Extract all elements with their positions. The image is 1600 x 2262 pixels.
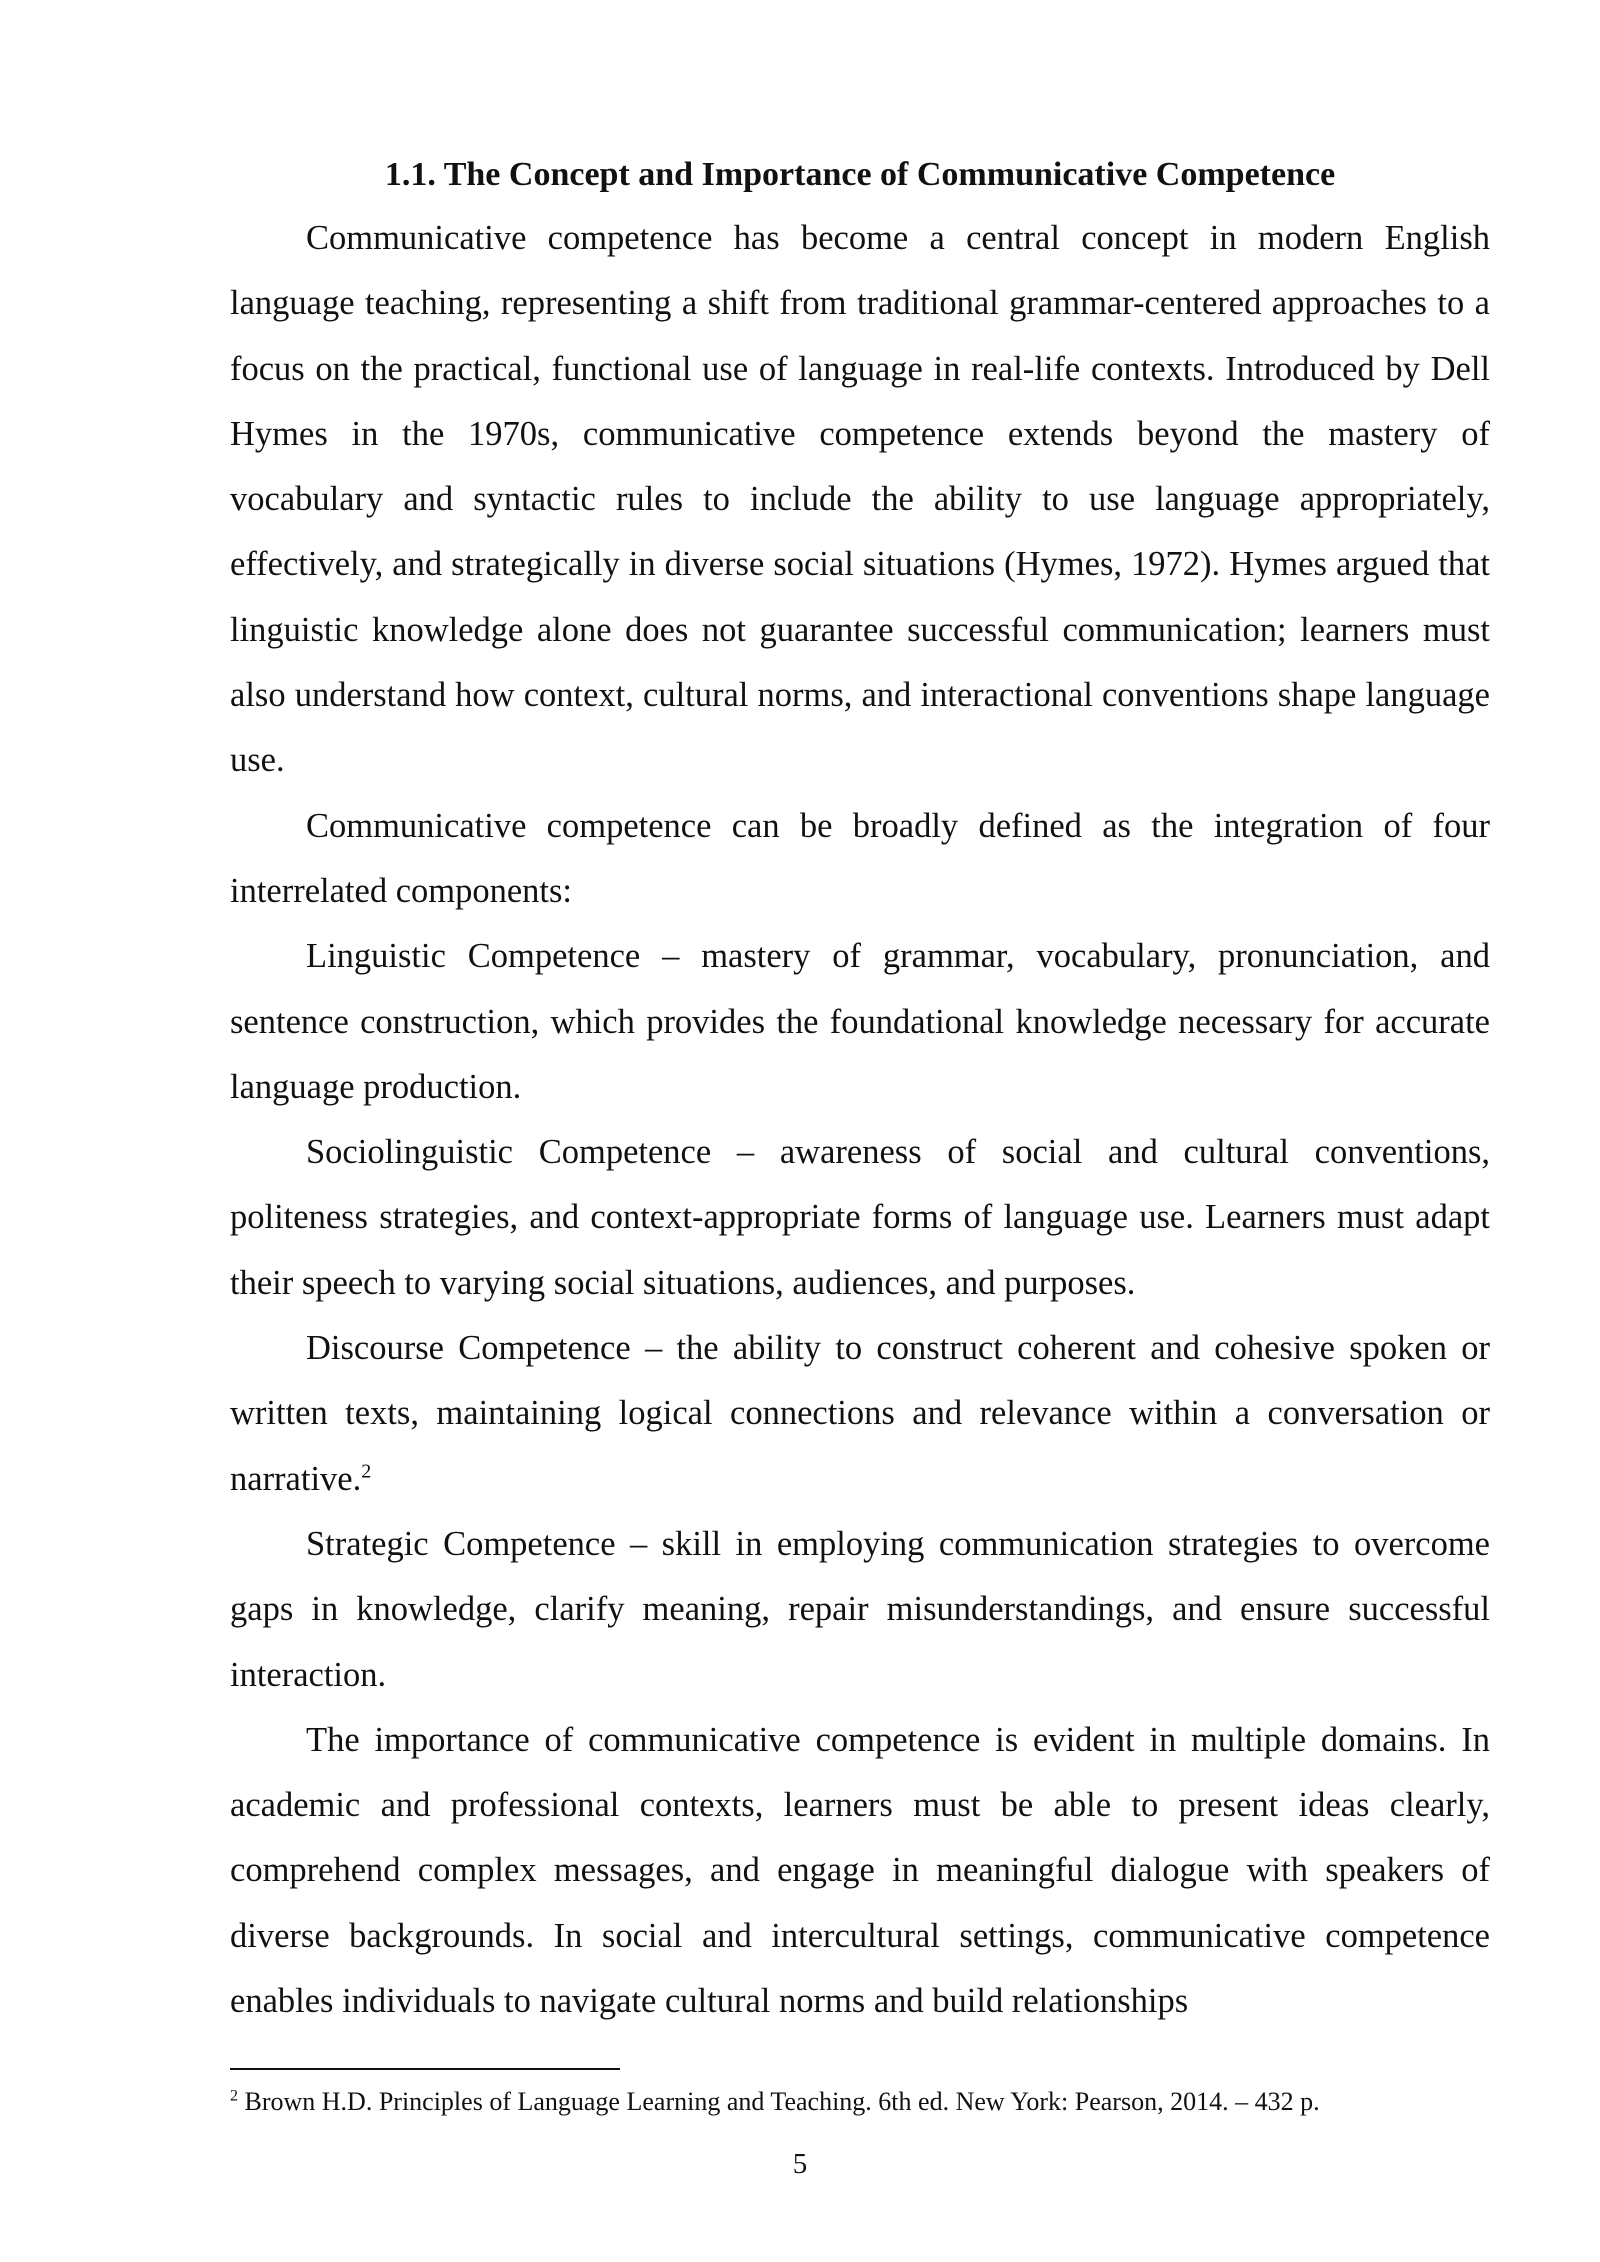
footnote-separator — [230, 2068, 620, 2070]
paragraph-sociolinguistic-competence: Sociolinguistic Competence – awareness of social and cultural conventions, politeness strategies, and context-appropriate forms of language use. Learners must adapt their speech to varying social situations, audiences, and purposes. — [230, 1133, 1490, 1302]
footnote-text: Brown H.D. Principles of Language Learning and Teaching. 6th ed. New York: Pearson, 2014. – 432 p. — [238, 2087, 1320, 2116]
paragraph-intro: Communicative competence has become a central concept in modern English language teaching, representing a shift from traditional grammar-centered approaches to a focus on the practical, functional use of language in real-life contexts. Introduced by Dell Hymes in the 1970s, communicative competence extends beyond the mastery of vocabulary and syntactic rules to include the ability to use language appropriately, effectively, and strategically in diverse social situations (Hymes, 1972). Hymes argued that linguistic knowledge alone does not guarantee successful communication; learners must also understand how context, cultural norms, and interactional conventions shape language use. — [230, 219, 1490, 780]
paragraph-importance: The importance of communicative competence is evident in multiple domains. In academic and professional contexts, learners must be able to present ideas clearly, comprehend complex messages, and engage in meaningful dialogue with speakers of diverse backgrounds. In social and intercultural settings, communicative competence enables individuals to navigate cultural norms and build relationships — [230, 1720, 1490, 2021]
paragraph-strategic-competence: Strategic Competence – skill in employing communication strategies to overcome gaps in knowledge, clarify meaning, repair misunderstandings, and ensure successful interaction. — [230, 1524, 1490, 1694]
page-number: 5 — [792, 2148, 808, 2180]
discourse-text: Discourse Competence – the ability to construct coherent and cohesive spoken or written texts, maintaining logical connections and relevance within a conversation or narrative. — [230, 1329, 1490, 1498]
paragraph-discourse-competence — [230, 1316, 1490, 1512]
footnote-marker: 2 — [230, 2087, 238, 2105]
paragraph-linguistic-competence: Linguistic Competence – mastery of grammar, vocabulary, pronunciation, and sentence construction, which provides the foundational knowledge necessary for accurate language production. — [230, 937, 1490, 1106]
footnote — [230, 2084, 1490, 2120]
body-text — [230, 206, 1490, 2034]
section-heading: 1.1. The Concept and Importance of Communicative Competence — [384, 156, 1336, 193]
footnote-reference[interactable]: 2 — [361, 1460, 372, 1483]
paragraph-definition: Communicative competence can be broadly defined as the integration of four interrelated components: — [230, 806, 1490, 910]
